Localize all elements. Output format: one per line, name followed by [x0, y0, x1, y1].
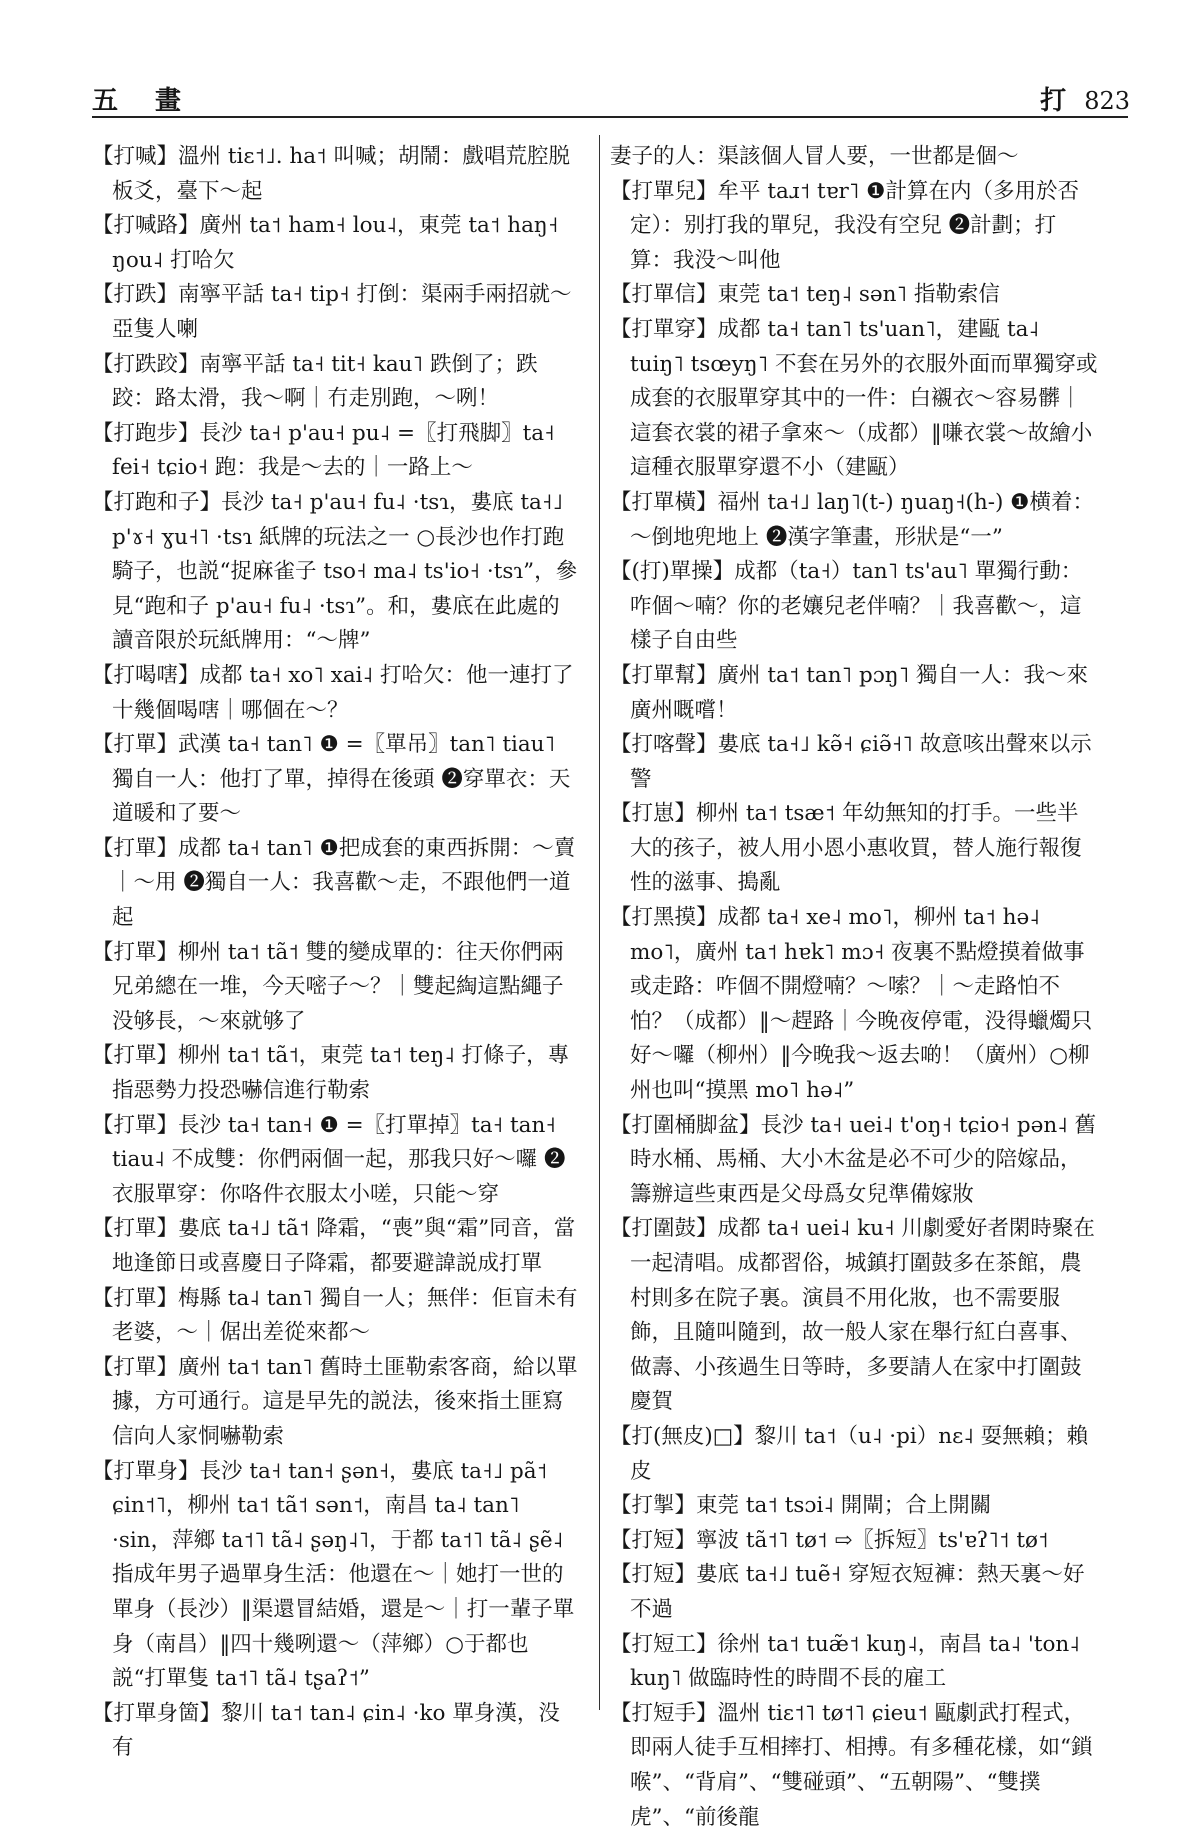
column-divider: [599, 135, 600, 1710]
entry: 【打單身箇】黎川 ta˦ tan˨ ɕin˨ ·ko 單身漢，没有: [92, 1700, 560, 1761]
entry: 【打單信】東莞 ta˦ teŋ˨ sən˥ 指勒索信: [610, 282, 1000, 308]
entry: 【打短手】溫州 tiɛ˦˥ tø˦˥ ɕieu˦ 甌劇武打程式，即兩人徒手互相摔打、相搏。有多種花樣，如“鎖喉”、“背肩”、“雙碰頭”、“五朝陽”、“雙撲虎”、“前後龍: [610, 1700, 1093, 1830]
entry: 【(打)單操】成都（ta˧）tan˥ ts'au˥ 單獨行動：咋個～喃？你的老孃兒老伴喃？｜我喜歡～，這樣子自由些: [610, 559, 1083, 654]
entry: 【打單】武漢 ta˧ tan˥ ❶ =〖單吊〗tan˥ tiau˥ 獨自一人：他打了單，掉得在後頭 ❷穿單衣：天道暖和了要～: [92, 732, 571, 827]
entry: 【打單】婁底 ta˧˩ tã˦ 降霜，“喪”與“霜”同音，當地逢節日或喜慶日子降霜，都要避諱説成打單: [92, 1216, 576, 1276]
section-header: 五 畫: [92, 86, 196, 116]
entry: 【打單】長沙 ta˧ tan˧ ❶ =〖打單掉〗ta˧ tan˧ tiau˨ 不成雙：你們兩個一起，那我只好～囉 ❷衣服單穿：你咯件衣服太小嗟，只能～穿: [92, 1112, 566, 1207]
entry: 【打黑摸】成都 ta˧ xe˨ mo˥，柳州 ta˦ hə˨ mo˥，廣州 ta˦ hɐk˥ mɔ˧ 夜裏不點燈摸着做事或走路：咋個不開燈喃？～嗦？｜～走路怕不怕？（成都）‖～趕路｜今晚夜停電，没得蠟燭只好～囉（柳州）‖今晚我～返去啲！（廣州）○柳州也叫“摸黑 mo˥ hə˨”: [610, 905, 1093, 1104]
headword: 打: [1040, 86, 1067, 116]
page-number: 823: [1084, 87, 1130, 115]
entry: 【打單身】長沙 ta˧ tan˧ ʂən˧，婁底 ta˧˩ pã˦ ɕin˦˥，柳州 ta˦ tã˦ sən˦，南昌 ta˨ tan˥ ·sin，萍鄉 ta˦˥ tã˨ ʂəŋ˨˥，于都 ta˦˥ tã˨ ʂẽ˨ 指成年男子過單身生活：他還在～｜她打一世的單身（長沙）‖渠還冒結婚，還是～｜打一輩子單身（南昌）‖四十幾咧還～（萍鄉）○于都也説“打單隻 ta˦˥ tã˨ tʂaʔ˦”: [92, 1458, 575, 1692]
entry: 【打崽】柳州 ta˦ tsæ˦ 年幼無知的打手。一些半大的孩子，被人用小恩小惠收買，替人施行報復性的滋事、搗亂: [610, 801, 1082, 896]
entry: 【打掣】東莞 ta˦ tsɔi˨ 開閘；合上開關: [610, 1493, 992, 1519]
page-header: [1040, 80, 1130, 117]
entry: 【打(無皮)□】黎川 ta˦（u˨ ·pi）nɛ˨ 耍無賴；賴皮: [610, 1423, 1089, 1484]
entry: 【打單】柳州 ta˦ tã˦，東莞 ta˦ teŋ˨ 打條子，專指惡勢力投恐嚇信進行勒索: [92, 1043, 570, 1104]
entry: 【打跑步】長沙 ta˧ p'au˧ pu˨ =〖打飛脚〗ta˧ fei˧ tɕio˧ 跑：我是～去的｜一路上～: [92, 420, 555, 481]
entry: 【打短工】徐州 ta˦ tuæ̃˦ kuŋ˨，南昌 ta˨ 'ton˨ kuŋ˥ 做臨時性的時間不長的雇工: [610, 1631, 1080, 1692]
entry: 【打喝嗐】成都 ta˧ xo˥ xai˨ 打哈欠：他一連打了十幾個喝嗐｜哪個在～？: [92, 662, 574, 723]
entry: 【打跑和子】長沙 ta˧ p'au˧ fu˨ ·tsɿ，婁底 ta˧˩ p'ɤ˧ ɣu˧˥ ·tsɿ 紙牌的玩法之一 ○長沙也作打跑騎子，也説“捉麻雀子 tso˧ ma˨ ts'io˧ ·tsɿ”，參見“跑和子 p'au˧ fu˨ ·tsɿ”。和，婁底在此處的讀音限於玩紙牌用：“～牌”: [92, 489, 578, 654]
entry: 【打喊】溫州 tiɛ˦˩. ha˦ 叫喊；胡鬧：戲唱荒腔脱板爻，臺下～起: [92, 144, 570, 204]
entry: 【打短】婁底 ta˧˩ tuẽ˧ 穿短衣短褲：熱天裏～好不過: [610, 1562, 1085, 1622]
entry: 【打單】梅縣 ta˨ tan˥ 獨自一人；無伴：佢盲未有老婆，～｜倨出差從來都～: [92, 1285, 578, 1346]
entry: 【打單兒】牟平 taɹ˦ tɐr˥ ❶計算在内（多用於否定）：别打我的單兒，我没有空兒 ❷計劃；打算：我没～叫他: [610, 178, 1079, 273]
entry: 【打圍桶脚盆】長沙 ta˧ uei˨ t'oŋ˧ tɕio˧ pən˨ 舊時水桶、馬桶、大小木盆是必不可少的陪嫁品，籌辦這些東西是父母爲女兒準備嫁妝: [610, 1112, 1097, 1207]
left-column: [92, 140, 580, 1766]
entry: 【打跌跤】南寧平話 ta˧ tit˧ kau˥ 跌倒了；跌跤：路太滑，我～啊｜冇走別跑，～咧！: [92, 351, 538, 412]
entry: 【打單幫】廣州 ta˦ tan˥ pɔŋ˥ 獨自一人：我～來廣州嘅嚐！: [610, 662, 1089, 723]
entry: 【打單橫】福州 ta˧˩ laŋ˥(t-) ŋuaŋ˧(h-) ❶横着：～倒地兜地上 ❷漢字筆畫，形狀是“一”: [610, 489, 1094, 550]
right-column: [610, 140, 1098, 1835]
entry: 【打短】寧波 tã˦˥ tø˦ ⇨〖拆短〗ts'ɐʔ˥˦ tø˦: [610, 1527, 1049, 1553]
entry: 【打單】成都 ta˧ tan˥ ❶把成套的東西拆開：～賣｜～用 ❷獨自一人：我喜歡～走，不跟他們一道起: [92, 835, 576, 931]
entry-continuation: 妻子的人：渠該個人冒人要，一世都是個～: [610, 144, 1019, 169]
entry: 【打單】柳州 ta˦ tã˦ 雙的變成單的：往天你們兩兄弟總在一堆，今天嘧子～？｜雙起綯這點繩子没够長，～來就够了: [92, 939, 564, 1034]
entry: 【打喊路】廣州 ta˦ ham˧ lou˨，東莞 ta˦ haŋ˧ ŋou˨ 打哈欠: [92, 213, 559, 273]
entry: 【打單】廣州 ta˦ tan˥ 舊時土匪勒索客商，給以單據，方可通行。這是早先的説法，後來指土匪寫信向人家恫嚇勒索: [92, 1354, 578, 1449]
entry: 【打圍鼓】成都 ta˧ uei˨ ku˧ 川劇愛好者閑時聚在一起清唱。成都習俗，城鎮打圍鼓多在茶館，農村則多在院子裏。演員不用化妝，也不需要服飾，且隨叫隨到，故一般人家在舉行紅白喜事、做壽、小孩過生日等時，多要請人在家中打圍鼓慶賀: [610, 1216, 1095, 1415]
entry: 【打跌】南寧平話 ta˧ tip˧ 打倒：渠兩手兩招就～亞隻人喇: [92, 282, 572, 342]
entry: 【打單穿】成都 ta˧ tan˥ ts'uan˥，建甌 ta˨ tuiŋ˥ tsœyŋ˥ 不套在另外的衣服外面而單獨穿或成套的衣服單穿其中的一件：白襯衣～容易髒｜這套衣裳的裙子拿來～（成都）‖嗛衣裳～故繪小這種衣服單穿還不小（建甌）: [610, 316, 1098, 481]
entry: 【打喀聲】婁底 ta˧˩ kə̃˧ ɕiə̃˧˥ 故意咳出聲來以示警: [610, 732, 1092, 792]
header-rule: [92, 116, 1128, 118]
